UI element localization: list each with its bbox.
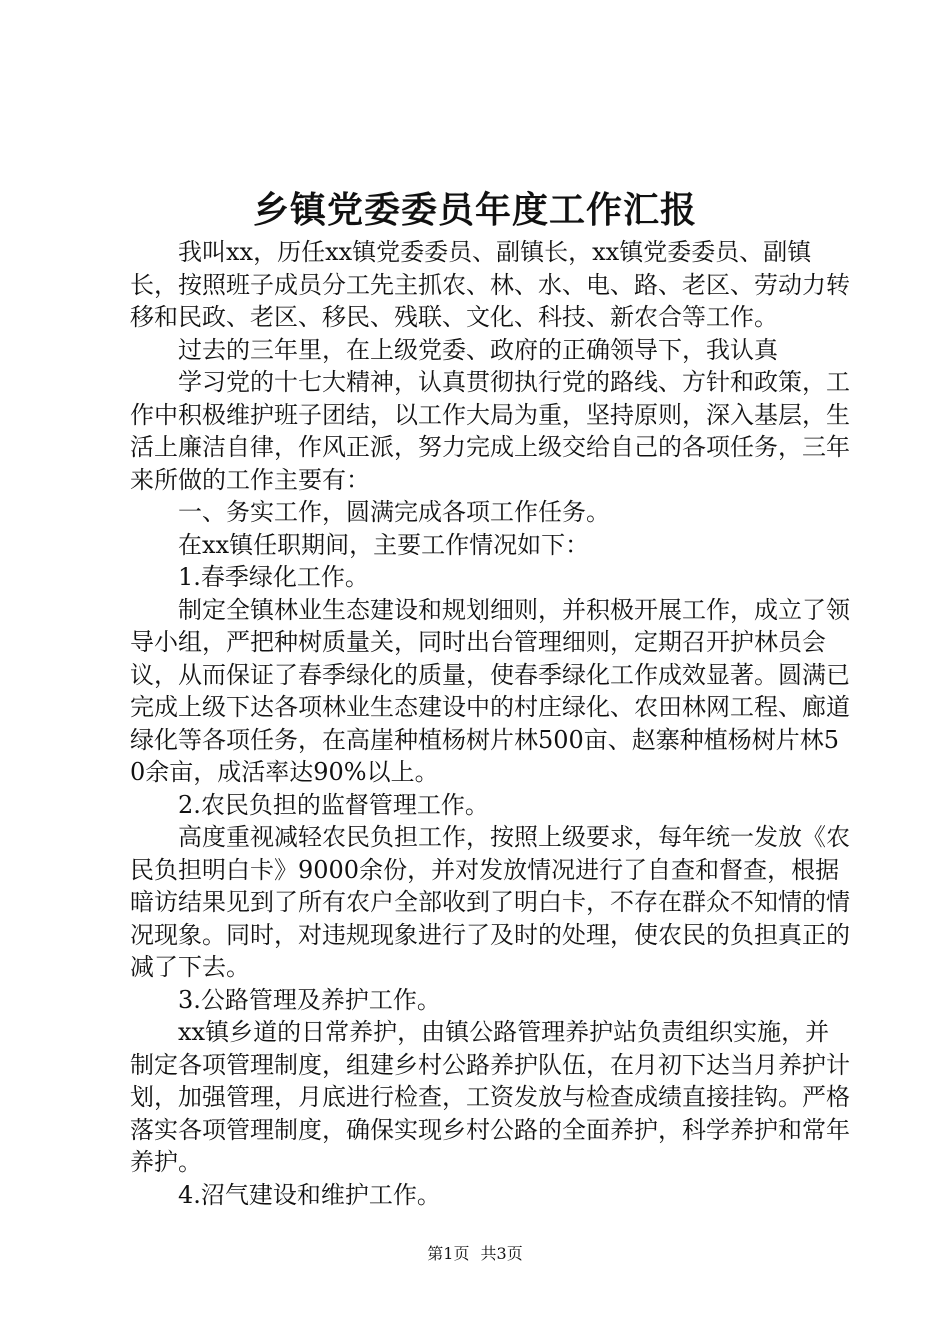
document-title: 乡镇党委委员年度工作汇报 [252,189,697,231]
subheading-road-maintenance: 3.公路管理及养护工作。 [178,985,441,1014]
document-body [130,236,850,1211]
subheading-farmer-burden: 2.农民负担的监督管理工作。 [178,790,489,819]
section-heading-1: 一、务实工作，圆满完成各项工作任务。 [178,498,610,526]
paragraph-farmer-burden: 高度重视减轻农民负担工作，按照上级要求，每年统一发放《农民负担明白卡》9000余份，并对发放情况进行了自查和督查，根据暗访结果见到了所有农户全部收到了明白卡，不存在群众不知情的情况现象。同时，对违规现象进行了及时的处理，使农民的负担真正的减了下去。 [130,823,850,981]
paragraph-road-maintenance: xx镇乡道的日常养护，由镇公路管理养护站负责组织实施，并制定各项管理制度，组建乡村公路养护队伍，在月初下达当月养护计划，加强管理，月底进行检查，工资发放与检查成绩直接挂钩。严格落实各项管理制度，确保实现乡村公路的全面养护，科学养护和常年养护。 [130,1018,850,1176]
page-footer [0,1243,950,1265]
paragraph-study: 学习党的十七大精神，认真贯彻执行党的路线、方针和政策，工作中积极维护班子团结，以工作大局为重，坚持原则，深入基层，生活上廉洁自律，作风正派，努力完成上级交给自己的各项任务，三年来所做的工作主要有： [130,368,850,494]
page-total: 共3页 [480,1244,523,1263]
paragraph-intro: 我叫xx，历任xx镇党委委员、副镇长，xx镇党委委员、副镇长，按照班子成员分工先主抓农、林、水、电、路、老区、劳动力转移和民政、老区、移民、残联、文化、科技、新农合等工作。 [130,238,850,331]
page-number: 第1页 [427,1244,470,1263]
subheading-spring-greening: 1.春季绿化工作。 [178,563,369,591]
paragraph-spring-greening: 制定全镇林业生态建设和规划细则，并积极开展工作，成立了领导小组，严把种树质量关，同时出台管理细则，定期召开护林员会议，从而保证了春季绿化的质量，使春季绿化工作成效显著。圆满已完成上级下达各项林业生态建设中的村庄绿化、农田林网工程、廊道绿化等各项任务，在高崖种植杨树片林500亩、赵寨种植杨树片林50余亩，成活率达90%以上。 [130,595,850,786]
paragraph-past-three-years: 过去的三年里，在上级党委、政府的正确领导下，我认真 [178,335,778,364]
paragraph-tenure: 在xx镇任职期间，主要工作情况如下： [178,530,590,559]
subheading-biogas: 4.沼气建设和维护工作。 [178,1180,441,1209]
